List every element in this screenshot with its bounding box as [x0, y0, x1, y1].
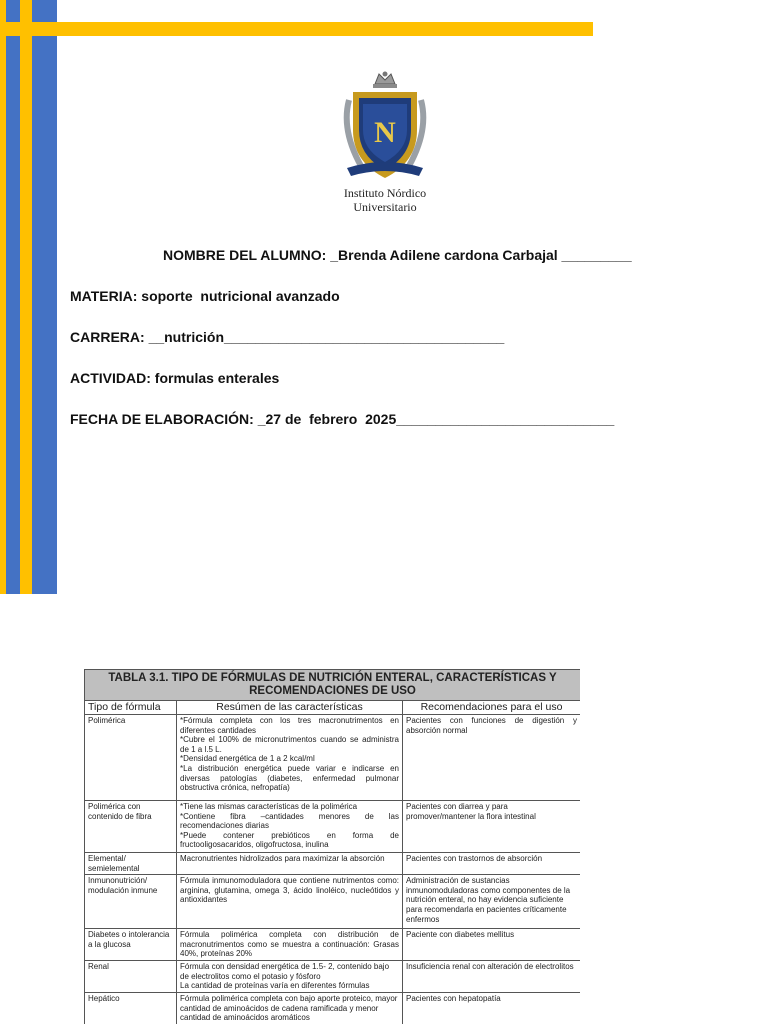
institution-name-line1: Instituto Nórdico: [343, 186, 427, 200]
field-label: MATERIA:: [70, 288, 142, 304]
recommendations-cell: Administración de sustancias inmunomoduladoras como componentes de la nutrición enteral, no hay evidencia suficiente para recomendarla en pacientes críticamente enfermos: [403, 875, 581, 929]
characteristics-cell: Fórmula polimérica completa con distribución de macronutrimentos como se muestra a continuación: Grasas 40%, proteínas 20%: [177, 929, 403, 961]
activity-field: [70, 370, 279, 386]
characteristics-cell: *Fórmula completa con los tres macronutrimentos en diferentes cantidades *Cubre el 100% de micronutrimentos cuando se administra de 1 a l.5 L. *Densidad energética de 1 a 2 kcal/ml *La distribución energética puede variar e indicarse en diversas patologías (diabetes, enfermedad pulmonar obstructiva crónica, nefropatía): [177, 715, 403, 801]
recommendations-cell: Paciente con diabetes mellitus: [403, 929, 581, 961]
student-name-field: [163, 247, 632, 263]
characteristics-cell: *Tiene las mismas características de la polimérica *Contiene fibra –cantidades menores de las recomendaciones diarias *Puede contener prebióticos en forma de fructooligosacaridos, oligofructosa, inulina: [177, 801, 403, 853]
logo-letter: N: [374, 116, 396, 149]
field-label: CARRERA:: [70, 329, 149, 345]
recommendations-cell: Pacientes con funciones de digestión y absorción normal: [403, 715, 581, 801]
field-label: ACTIVIDAD:: [70, 370, 155, 386]
formula-type-cell: Elemental/ semielemental: [85, 853, 177, 875]
recommendations-cell: Pacientes con hepatopatía: [403, 993, 581, 1024]
subject-field: [70, 288, 340, 304]
field-value: _Brenda Adilene cardona Carbajal _________: [330, 247, 632, 263]
recommendations-cell: Pacientes con diarrea y para promover/mantener la flora intestinal: [403, 801, 581, 853]
characteristics-cell: Fórmula con densidad energética de 1.5- 2, contenido bajo de electrolitos como el potasio y fósforo La cantidad de proteínas varía en diferentes fórmulas: [177, 961, 403, 993]
table-row: [85, 853, 581, 875]
column-header: Recomendaciones para el uso: [403, 701, 581, 715]
career-field: [70, 329, 504, 345]
formula-type-cell: Renal: [85, 961, 177, 993]
formula-type-cell: Inmunonutrición/ modulación inmune: [85, 875, 177, 929]
field-value: soporte nutricional avanzado: [141, 288, 340, 304]
table-row: [85, 993, 581, 1024]
table-row: [85, 929, 581, 961]
recommendations-cell: Insuficiencia renal con alteración de electrolitos: [403, 961, 581, 993]
table-row: [85, 875, 581, 929]
institution-logo: [333, 70, 437, 220]
gold-vertical-stripe: [20, 0, 32, 594]
gold-edge-stripe: [0, 0, 6, 594]
column-header: Tipo de fórmula: [85, 701, 177, 715]
table-row: [85, 801, 581, 853]
table-row: [85, 961, 581, 993]
formula-type-cell: Polimérica con contenido de fibra: [85, 801, 177, 853]
characteristics-cell: Fórmula inmunomoduladora que contiene nutrimentos como: arginina, glutamina, omega 3, ácido linoléico, nucleótidos y antioxidantes: [177, 875, 403, 929]
field-value: _27 de febrero 2025____________________________: [257, 411, 615, 427]
field-label: NOMBRE DEL ALUMNO:: [163, 247, 331, 263]
field-label: FECHA DE ELABORACIÓN:: [70, 411, 258, 427]
table-row: [85, 715, 581, 801]
characteristics-cell: Macronutrientes hidrolizados para maximizar la absorción: [177, 853, 403, 875]
formula-type-cell: Diabetes o intolerancia a la glucosa: [85, 929, 177, 961]
enteral-formulas-table-figure: [84, 669, 580, 1024]
formula-type-cell: Hepático: [85, 993, 177, 1024]
gold-horizontal-stripe: [0, 22, 593, 36]
table-title: TABLA 3.1. TIPO DE FÓRMULAS DE NUTRICIÓN ENTERAL, CARACTERÍSTICAS Y RECOMENDACIONES DE USO: [85, 670, 581, 701]
column-header: Resúmen de las características: [177, 701, 403, 715]
characteristics-cell: Fórmula polimérica completa con bajo aporte proteico, mayor cantidad de aminoácidos de cadena ramificada y menor cantidad de aminoácidos aromáticos: [177, 993, 403, 1024]
field-value: __nutrición____________________________________: [148, 329, 505, 345]
recommendations-cell: Pacientes con trastornos de absorción: [403, 853, 581, 875]
institution-name-line2: Universitario: [353, 200, 417, 214]
field-value: formulas enterales: [154, 370, 280, 386]
date-field: [70, 411, 614, 427]
formula-type-cell: Polimérica: [85, 715, 177, 801]
crest-icon: [339, 70, 431, 186]
enteral-formulas-table: [84, 669, 580, 1024]
